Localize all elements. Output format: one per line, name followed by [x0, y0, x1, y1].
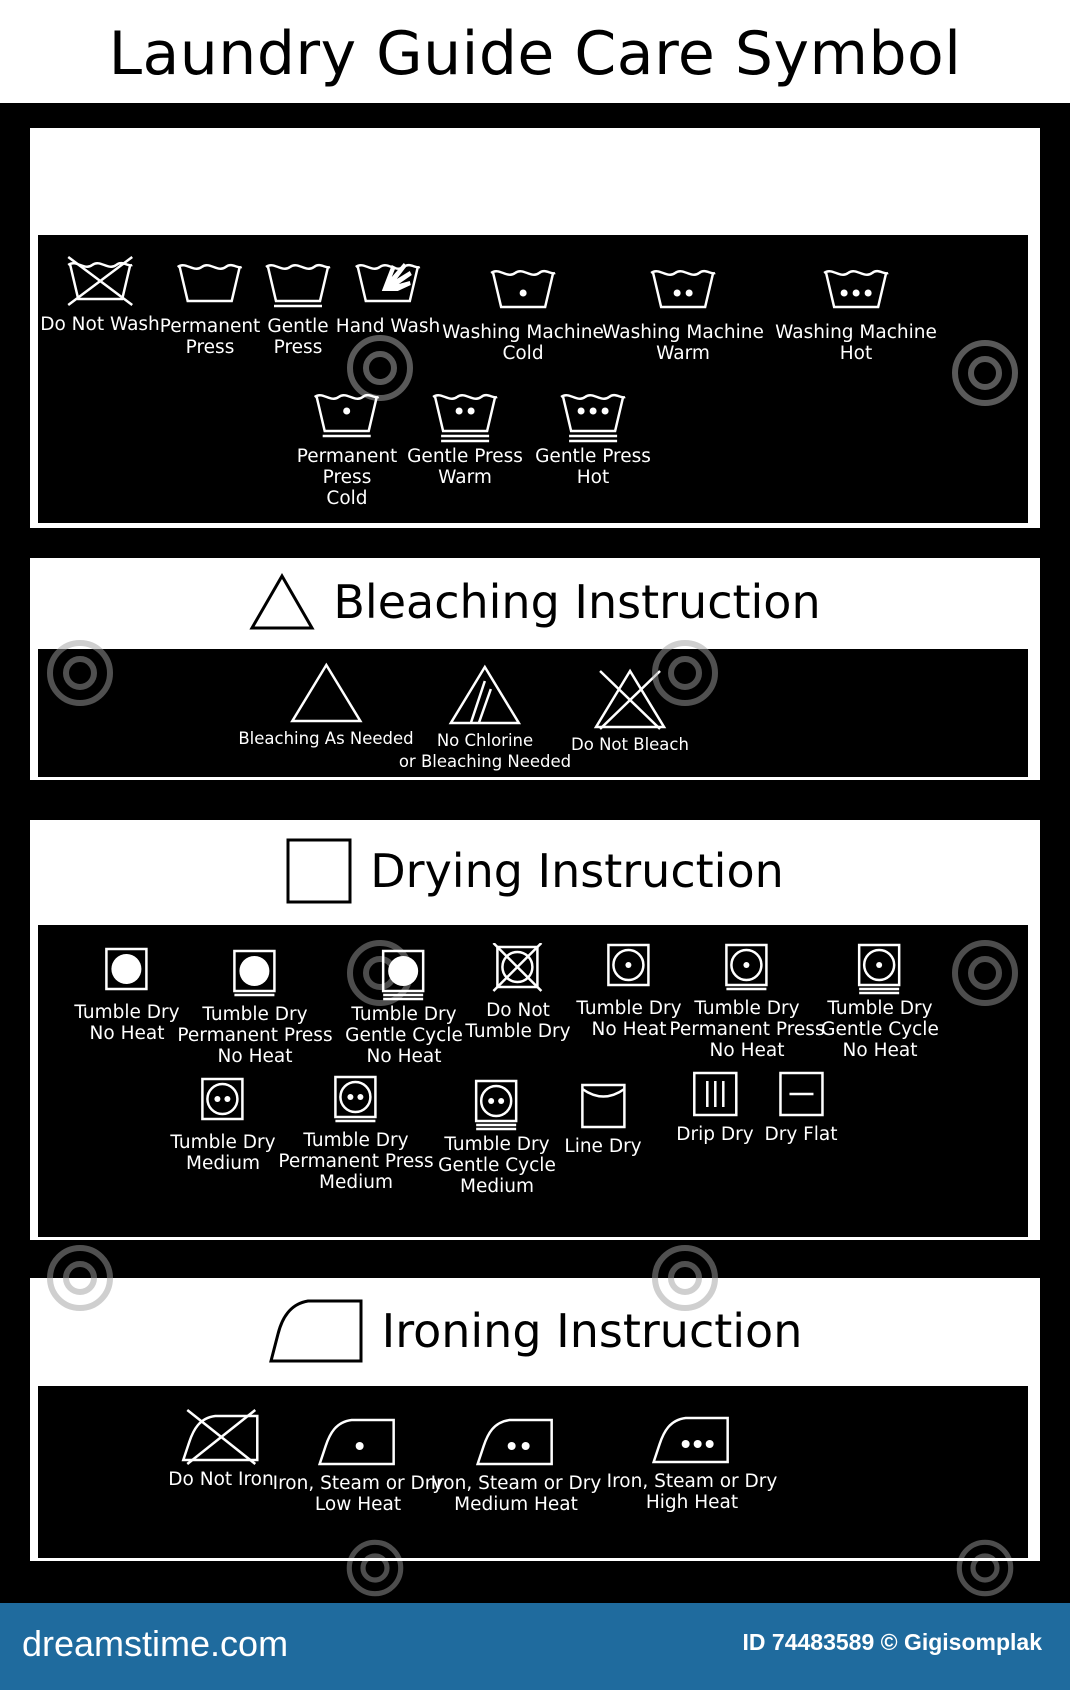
washing-item-label — [267, 316, 328, 358]
do-not-tumble-dry-icon — [491, 943, 545, 997]
label-line: Iron, Steam or Dry — [272, 1473, 444, 1494]
label-line: Gentle — [267, 316, 329, 337]
square-icon — [286, 838, 352, 904]
washing-item — [775, 263, 937, 364]
washing-item — [262, 257, 334, 358]
page-title: Laundry Guide Care Symbol — [108, 19, 962, 89]
label-line: Drip Dry — [676, 1124, 754, 1145]
label-line: Hot — [576, 467, 610, 488]
ironing-item-label — [607, 1471, 778, 1513]
label-line: Tumble Dry — [465, 1021, 571, 1042]
washing-item — [442, 263, 604, 364]
label-line: Washing Machine — [775, 322, 937, 343]
label-line: High Heat — [645, 1492, 739, 1513]
label-line: Cold — [326, 488, 368, 509]
drying-item-label — [821, 998, 939, 1061]
label-line: No Heat — [591, 1019, 667, 1040]
washing-item — [336, 257, 440, 337]
washtub-two-dots-lines-icon — [429, 387, 501, 443]
bleaching-panel — [35, 646, 1031, 780]
drying-item-label — [676, 1124, 753, 1145]
washing-item-label — [535, 446, 651, 488]
drying-item-label — [278, 1130, 433, 1193]
drying-item-label — [465, 1000, 570, 1042]
striped-triangle-icon — [447, 663, 523, 727]
tumble-dry-gentle-medium-icon — [470, 1077, 524, 1131]
washtub-three-dots-icon — [820, 263, 892, 319]
dry-flat-icon — [774, 1067, 828, 1121]
label-line: Cold — [502, 343, 544, 364]
tumble-dry-no-heat-icon — [100, 945, 154, 999]
washing-item-label — [336, 316, 440, 337]
washtub-permanent-press-icon — [174, 257, 246, 313]
label-line: Permanent Press — [669, 1019, 825, 1040]
drip-dry-icon — [688, 1067, 742, 1121]
label-line: Gentle Press — [407, 446, 523, 467]
ironing-item-label — [168, 1469, 273, 1490]
washing-panel — [35, 232, 1031, 526]
drying-item — [821, 941, 939, 1061]
ironing-item — [273, 1412, 444, 1515]
label-line: Hot — [839, 343, 873, 364]
washing-item-label — [775, 322, 937, 364]
bleaching-item-label — [571, 734, 689, 755]
bleaching-item-label — [399, 730, 571, 772]
drying-heading: Drying Instruction — [370, 844, 784, 898]
ironing-item — [168, 1408, 273, 1490]
drying-item — [177, 947, 332, 1067]
label-line: Tumble Dry — [74, 1002, 180, 1023]
crossed-triangle-icon — [592, 667, 668, 731]
drying-item — [438, 1077, 556, 1197]
label-line: Permanent Press — [278, 1151, 434, 1172]
washing-section — [30, 128, 1040, 528]
washing-item — [40, 255, 160, 335]
label-line: Tumble Dry — [694, 998, 800, 1019]
label-line: Gentle Cycle — [438, 1155, 556, 1176]
ironing-panel — [35, 1383, 1031, 1561]
washing-item-label — [407, 446, 523, 488]
do-not-iron-icon — [179, 1408, 263, 1466]
label-line: Warm — [438, 467, 492, 488]
tumble-dry-medium-icon — [196, 1075, 250, 1129]
label-line: Do Not — [486, 1000, 550, 1021]
label-line: Iron, Steam or Dry — [606, 1471, 778, 1492]
iron-three-dots-icon — [650, 1410, 734, 1468]
washtub-two-dots-icon — [647, 263, 719, 319]
do-not-wash-icon — [64, 255, 136, 311]
label-line: Bleaching As Needed — [238, 729, 414, 748]
drying-item — [676, 1067, 753, 1145]
label-line: Gentle Cycle — [345, 1025, 463, 1046]
label-line: Permanent Press — [177, 1025, 333, 1046]
label-line: Medium — [186, 1153, 260, 1174]
label-line: No Heat — [89, 1023, 165, 1044]
label-line: Press — [322, 467, 372, 488]
label-line: Medium Heat — [454, 1494, 578, 1515]
bleaching-item-label — [238, 728, 413, 749]
drying-item — [564, 1079, 641, 1157]
label-line: No Heat — [366, 1046, 442, 1067]
label-line: Warm — [656, 343, 710, 364]
label-line: Press — [185, 337, 235, 358]
label-line: Tumble Dry — [170, 1132, 276, 1153]
washtub-gentle-press-icon — [262, 257, 334, 313]
label-line: Tumble Dry — [202, 1004, 308, 1025]
footer-image-id: ID 74483589 © Gigisomplak — [742, 1629, 1042, 1655]
bleaching-item — [399, 663, 571, 772]
tumble-dry-permanent-press-no-heat-icon — [228, 947, 282, 1001]
label-line: Medium — [319, 1172, 393, 1193]
bleaching-heading: Bleaching Instruction — [333, 575, 821, 629]
drying-item — [669, 941, 824, 1061]
washing-item-label — [40, 314, 160, 335]
washtub-one-dot-line-icon — [311, 387, 383, 443]
drying-panel — [35, 922, 1031, 1240]
drying-item-label — [345, 1004, 463, 1067]
drying-item-label — [177, 1004, 332, 1067]
label-line: Tumble Dry — [303, 1130, 409, 1151]
washing-item — [602, 263, 764, 364]
drying-item-label — [564, 1136, 641, 1157]
triangle-icon — [288, 661, 364, 725]
label-line: Tumble Dry — [827, 998, 933, 1019]
drying-item-label — [170, 1132, 275, 1174]
tumble-dry-permanent-press-low-icon — [720, 941, 774, 995]
label-line: or Bleaching Needed — [398, 752, 572, 771]
washing-item — [407, 387, 523, 488]
footer-bar — [0, 1603, 1070, 1690]
washing-item — [297, 387, 398, 509]
triangle-icon — [249, 573, 315, 631]
drying-item-label — [438, 1134, 556, 1197]
washing-item-label — [160, 316, 261, 358]
footer-brand[interactable]: dreamstime.com — [22, 1623, 289, 1664]
drying-item — [345, 947, 463, 1067]
ironing-item-label — [273, 1473, 444, 1515]
guide-frame — [0, 103, 1070, 1603]
washing-item-label — [602, 322, 764, 364]
label-line: No Chlorine — [436, 731, 534, 750]
tumble-dry-gentle-no-heat-icon — [377, 947, 431, 1001]
ironing-section — [30, 1278, 1040, 1561]
ironing-item-label — [431, 1473, 602, 1515]
label-line: Hand Wash — [335, 316, 441, 337]
label-line: Do Not Iron — [168, 1469, 274, 1490]
washtub-one-dot-icon — [487, 263, 559, 319]
washing-item — [160, 257, 261, 358]
tumble-dry-gentle-low-icon — [853, 941, 907, 995]
label-line: Permanent — [159, 316, 261, 337]
drying-item-label — [669, 998, 824, 1061]
label-line: Iron, Steam or Dry — [430, 1473, 602, 1494]
label-line: Do Not Bleach — [571, 735, 689, 754]
label-line: Dry Flat — [764, 1124, 838, 1145]
tumble-dry-low-icon — [602, 941, 656, 995]
label-line: Washing Machine — [442, 322, 604, 343]
washing-item — [535, 387, 651, 488]
drying-item — [764, 1067, 837, 1145]
drying-item-label — [576, 998, 681, 1040]
iron-icon — [268, 1298, 364, 1364]
label-line: Do Not Wash — [40, 314, 160, 335]
bleaching-item — [571, 667, 689, 755]
drying-item — [170, 1075, 275, 1174]
drying-item-label — [764, 1124, 837, 1145]
drying-item — [576, 941, 681, 1040]
label-line: Washing Machine — [602, 322, 764, 343]
label-line: Press — [273, 337, 323, 358]
label-line: No Heat — [842, 1040, 918, 1061]
label-line: Low Heat — [314, 1494, 402, 1515]
label-line: Tumble Dry — [576, 998, 682, 1019]
label-line: Tumble Dry — [444, 1134, 550, 1155]
label-line: No Heat — [217, 1046, 293, 1067]
drying-item — [465, 943, 570, 1042]
label-line: Tumble Dry — [351, 1004, 457, 1025]
label-line: Gentle Cycle — [821, 1019, 939, 1040]
bleaching-item — [238, 661, 413, 749]
label-line: Gentle Press — [535, 446, 651, 467]
ironing-heading: Ironing Instruction — [381, 1303, 803, 1358]
bleaching-section — [30, 558, 1040, 780]
iron-two-dots-icon — [474, 1412, 558, 1470]
washtub-three-dots-lines-icon — [557, 387, 629, 443]
washing-item-label — [297, 446, 398, 509]
drying-item — [278, 1073, 433, 1193]
ironing-item — [607, 1410, 778, 1513]
drying-item-label — [74, 1002, 179, 1044]
drying-item — [74, 945, 179, 1044]
iron-one-dot-icon — [316, 1412, 400, 1470]
label-line: Permanent — [296, 446, 398, 467]
hand-wash-icon — [352, 257, 424, 313]
washing-item-label — [442, 322, 604, 364]
label-line: No Heat — [709, 1040, 785, 1061]
label-line: Medium — [460, 1176, 534, 1197]
line-dry-icon — [576, 1079, 630, 1133]
ironing-item — [431, 1412, 602, 1515]
drying-section — [30, 820, 1040, 1240]
label-line: Line Dry — [564, 1136, 642, 1157]
tumble-dry-permanent-press-medium-icon — [329, 1073, 383, 1127]
